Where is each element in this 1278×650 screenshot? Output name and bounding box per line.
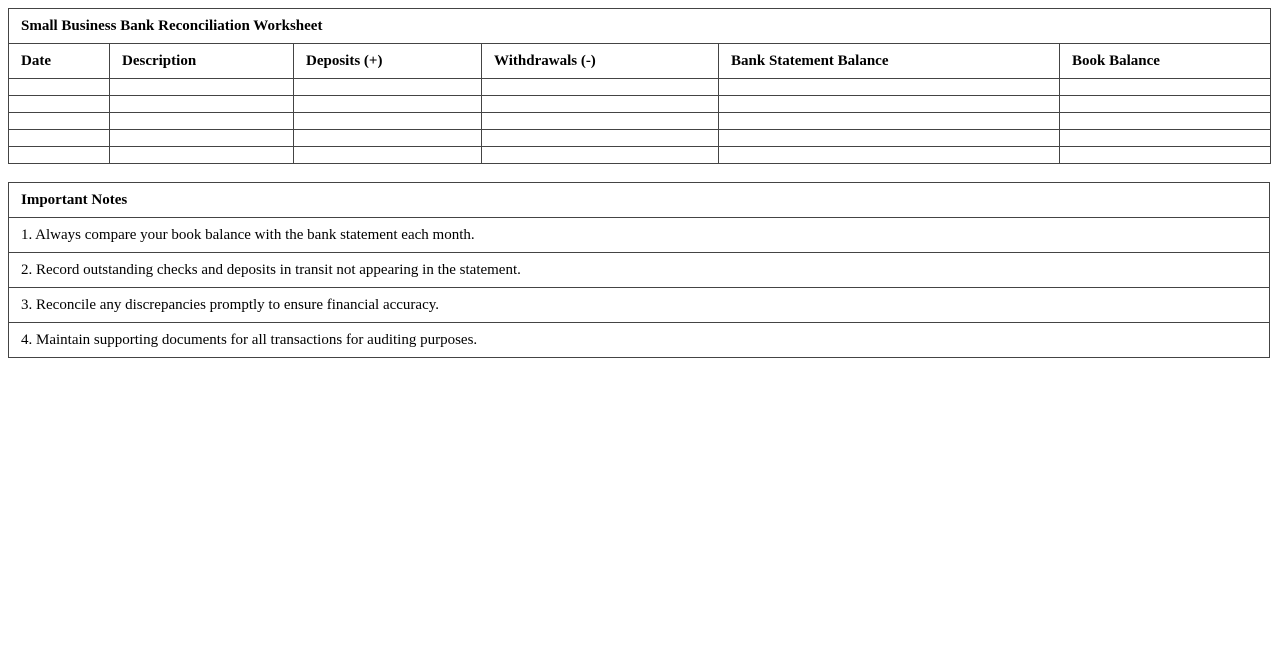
table-cell-bank-statement-balance[interactable]: [719, 113, 1060, 130]
table-cell-description[interactable]: [110, 79, 294, 96]
table-row: [9, 113, 1271, 130]
worksheet-header-row: [9, 44, 1271, 79]
table-cell-description[interactable]: [110, 147, 294, 164]
note-row: [9, 218, 1270, 253]
column-header-description: Description: [110, 44, 294, 79]
note-item: 4. Maintain supporting documents for all transactions for auditing purposes.: [9, 323, 1270, 358]
important-notes-table: [8, 182, 1270, 358]
reconciliation-worksheet-table: [8, 8, 1271, 164]
table-cell-deposits[interactable]: [294, 130, 482, 147]
column-header-deposits: Deposits (+): [294, 44, 482, 79]
note-item: 1. Always compare your book balance with the bank statement each month.: [9, 218, 1270, 253]
table-cell-book-balance[interactable]: [1060, 79, 1271, 96]
table-cell-book-balance[interactable]: [1060, 96, 1271, 113]
notes-title: Important Notes: [9, 183, 1270, 218]
table-row: [9, 147, 1271, 164]
notes-title-row: [9, 183, 1270, 218]
table-cell-book-balance[interactable]: [1060, 147, 1271, 164]
table-cell-book-balance[interactable]: [1060, 113, 1271, 130]
column-header-bank-statement-balance: Bank Statement Balance: [719, 44, 1060, 79]
table-cell-date[interactable]: [9, 147, 110, 164]
table-cell-date[interactable]: [9, 113, 110, 130]
column-header-book-balance: Book Balance: [1060, 44, 1271, 79]
table-cell-description[interactable]: [110, 96, 294, 113]
table-cell-book-balance[interactable]: [1060, 130, 1271, 147]
note-row: [9, 253, 1270, 288]
table-cell-bank-statement-balance[interactable]: [719, 130, 1060, 147]
table-cell-description[interactable]: [110, 113, 294, 130]
column-header-withdrawals: Withdrawals (-): [482, 44, 719, 79]
table-cell-withdrawals[interactable]: [482, 147, 719, 164]
table-cell-bank-statement-balance[interactable]: [719, 96, 1060, 113]
table-row: [9, 130, 1271, 147]
table-cell-deposits[interactable]: [294, 79, 482, 96]
table-cell-bank-statement-balance[interactable]: [719, 79, 1060, 96]
table-cell-deposits[interactable]: [294, 113, 482, 130]
table-cell-withdrawals[interactable]: [482, 130, 719, 147]
table-cell-date[interactable]: [9, 79, 110, 96]
table-cell-description[interactable]: [110, 130, 294, 147]
table-cell-bank-statement-balance[interactable]: [719, 147, 1060, 164]
note-item: 2. Record outstanding checks and deposits in transit not appearing in the statement.: [9, 253, 1270, 288]
table-row: [9, 96, 1271, 113]
worksheet-title-row: [9, 9, 1271, 44]
table-cell-withdrawals[interactable]: [482, 113, 719, 130]
column-header-date: Date: [9, 44, 110, 79]
table-cell-date[interactable]: [9, 130, 110, 147]
table-row: [9, 79, 1271, 96]
note-row: [9, 323, 1270, 358]
note-row: [9, 288, 1270, 323]
worksheet-title: Small Business Bank Reconciliation Worksheet: [9, 9, 1271, 44]
table-cell-deposits[interactable]: [294, 147, 482, 164]
table-cell-withdrawals[interactable]: [482, 79, 719, 96]
table-cell-date[interactable]: [9, 96, 110, 113]
table-cell-withdrawals[interactable]: [482, 96, 719, 113]
table-cell-deposits[interactable]: [294, 96, 482, 113]
note-item: 3. Reconcile any discrepancies promptly to ensure financial accuracy.: [9, 288, 1270, 323]
